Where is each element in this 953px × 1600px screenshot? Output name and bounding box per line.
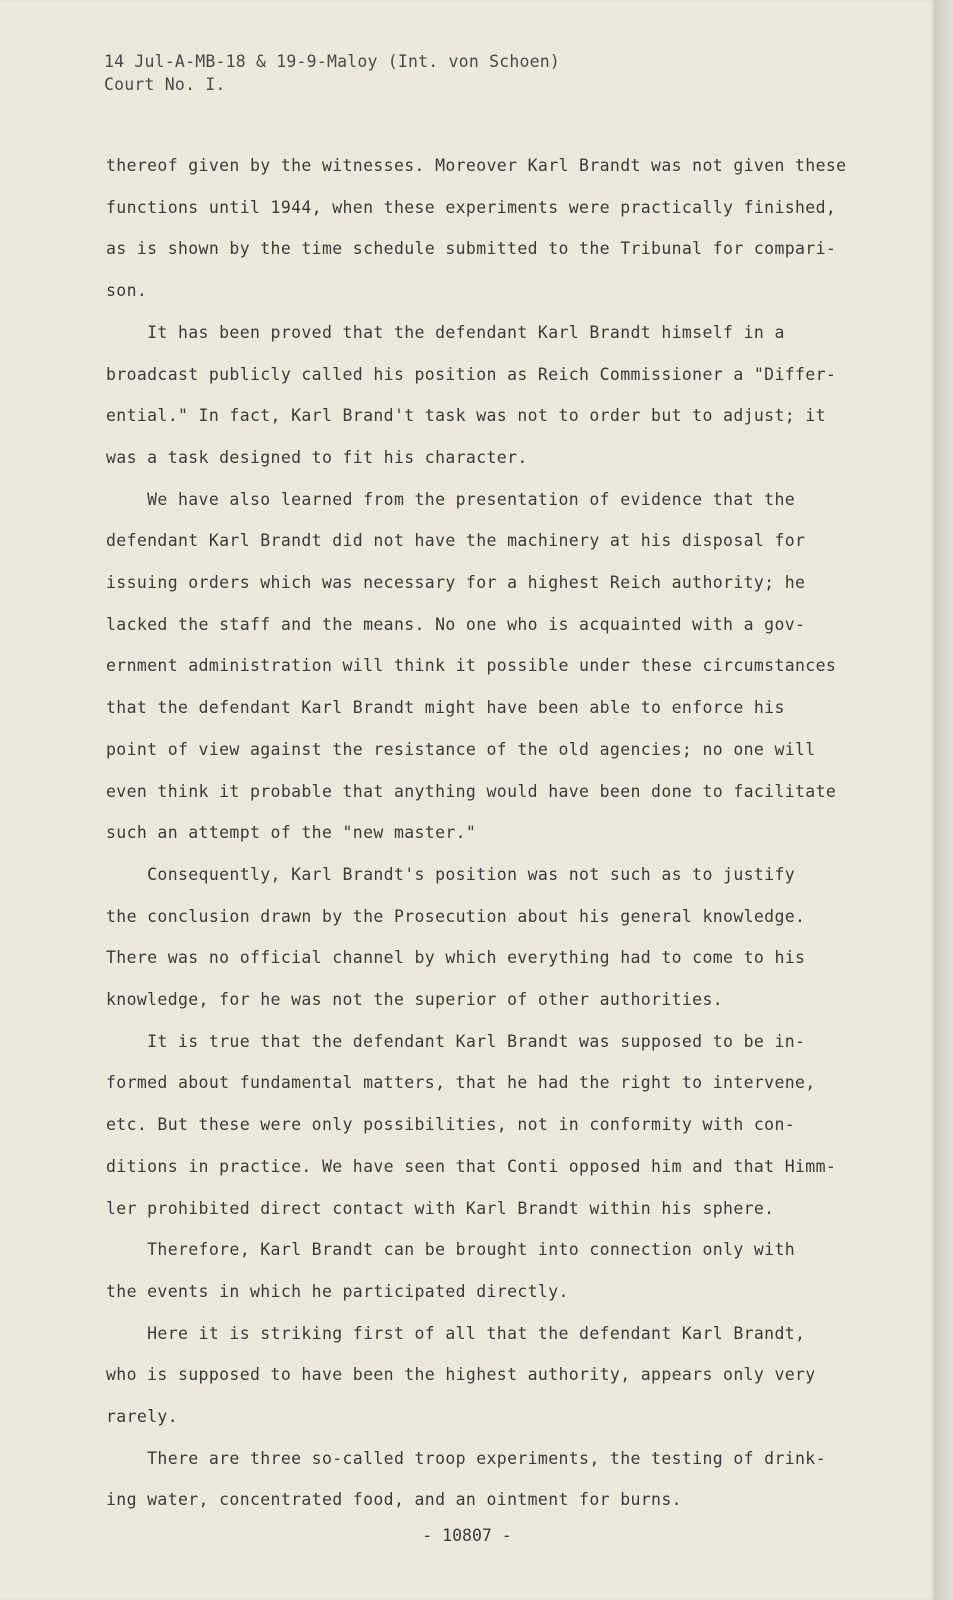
- body-line: the conclusion drawn by the Prosecution about his general knowledge.: [106, 907, 806, 926]
- body-line: was a task designed to fit his character.: [106, 448, 528, 467]
- header-line-1: 14 Jul-A-MB-18 & 19-9-Maloy (Int. von Schoen): [104, 52, 561, 71]
- body-line: ential." In fact, Karl Brand't task was not to order but to adjust; it: [106, 406, 826, 425]
- body-line: rarely.: [106, 1407, 178, 1426]
- body-line: ditions in practice. We have seen that Conti opposed him and that Himm-: [106, 1157, 837, 1176]
- body-line: ernment administration will think it possible under these circumstances: [106, 656, 837, 675]
- body-line: There are three so-called troop experiments, the testing of drink-: [106, 1449, 826, 1468]
- body-line: point of view against the resistance of the old agencies; no one will: [106, 740, 816, 759]
- page-edge: [934, 0, 953, 1600]
- body-line: Therefore, Karl Brandt can be brought into connection only with: [106, 1240, 796, 1259]
- body-line: defendant Karl Brandt did not have the machinery at his disposal for: [106, 531, 806, 550]
- header-line-2: Court No. I.: [104, 75, 226, 94]
- body-line: the events in which he participated directly.: [106, 1282, 569, 1301]
- body-line: thereof given by the witnesses. Moreover Karl Brandt was not given these: [106, 156, 847, 175]
- body-line: son.: [106, 281, 148, 300]
- document-header: [104, 50, 560, 96]
- body-line: Consequently, Karl Brandt's position was not such as to justify: [106, 865, 796, 884]
- body-line: such an attempt of the "new master.": [106, 823, 477, 842]
- body-line: lacked the staff and the means. No one who is acquainted with a gov-: [106, 615, 806, 634]
- body-line: functions until 1944, when these experiments were practically finished,: [106, 198, 837, 217]
- body-line: We have also learned from the presentation of evidence that the: [106, 490, 796, 509]
- page-number: - 10807 -: [422, 1526, 512, 1545]
- body-line: that the defendant Karl Brandt might have been able to enforce his: [106, 698, 785, 717]
- body-line: It has been proved that the defendant Karl Brandt himself in a: [106, 323, 785, 342]
- body-line: ler prohibited direct contact with Karl Brandt within his sphere.: [106, 1199, 775, 1218]
- body-line: It is true that the defendant Karl Brandt was supposed to be in-: [106, 1032, 806, 1051]
- body-line: issuing orders which was necessary for a highest Reich authority; he: [106, 573, 806, 592]
- body-line: etc. But these were only possibilities, not in conformity with con-: [106, 1115, 796, 1134]
- body-line: ing water, concentrated food, and an ointment for burns.: [106, 1490, 682, 1509]
- body-line: as is shown by the time schedule submitted to the Tribunal for compari-: [106, 239, 837, 258]
- body-line: even think it probable that anything would have been done to facilitate: [106, 782, 837, 801]
- body-line: knowledge, for he was not the superior of other authorities.: [106, 990, 724, 1009]
- body-line: There was no official channel by which everything had to come to his: [106, 948, 806, 967]
- body-line: broadcast publicly called his position as Reich Commissioner a "Differ-: [106, 365, 837, 384]
- body-line: who is supposed to have been the highest authority, appears only very: [106, 1365, 816, 1384]
- body-line: formed about fundamental matters, that he had the right to intervene,: [106, 1073, 816, 1092]
- body-line: Here it is striking first of all that the defendant Karl Brandt,: [106, 1324, 806, 1343]
